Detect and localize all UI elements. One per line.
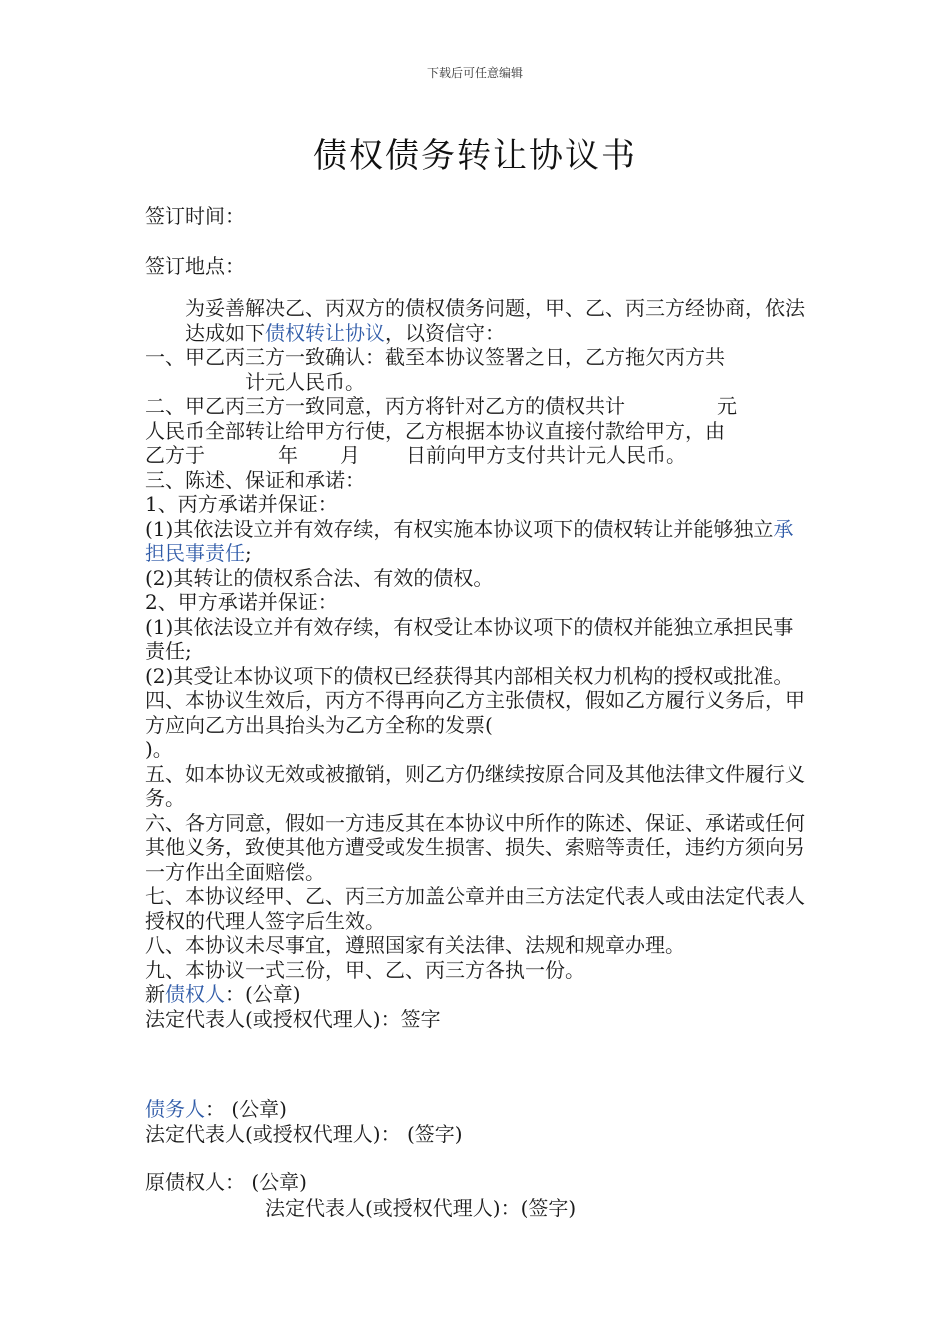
clause-1-cont: 计元人民币。 — [245, 369, 365, 394]
clause-4-cont: )。 — [145, 737, 173, 761]
clause-7: 七、本协议经甲、乙、丙三方加盖公章并由三方法定代表人或由法定代表人授权的代理人签字后生效。 — [145, 884, 805, 933]
creditor-link[interactable]: 债权人 — [165, 982, 225, 1006]
agreement-link[interactable]: 债权转让协议 — [265, 320, 385, 345]
civil-liability-link[interactable]: 承担民事责任 — [145, 516, 794, 565]
clause-2: 二、甲乙丙三方一致同意，丙方将针对乙方的债权共计 元 — [145, 394, 737, 418]
new-creditor-line: 新债权人：(公章) — [145, 982, 301, 1006]
clause-2-cont: 人民币全部转让给甲方行使，乙方根据本协议直接付款给甲方，由 — [145, 418, 725, 443]
document-title: 债权债务转让协议书 — [313, 136, 637, 176]
clause-9: 九、本协议一式三份，甲、乙、丙三方各执一份。 — [145, 957, 585, 982]
agreement-body — [145, 296, 810, 1031]
original-creditor-rep: 法定代表人(或授权代理人)：(签字) — [265, 1196, 577, 1220]
sign-place-label: 签订地点： — [145, 254, 245, 278]
original-creditor-line: 原债权人： (公章) — [145, 1170, 307, 1194]
clause-5: 五、如本协议无效或被撤销，则乙方仍继续按原合同及其他法律文件履行义务。 — [145, 761, 805, 810]
debtor-link[interactable]: 债务人 — [145, 1097, 205, 1121]
clause-3-1: 1、丙方承诺并保证： — [145, 492, 338, 516]
clause-4: 四、本协议生效后，丙方不得再向乙方主张债权，假如乙方履行义务后，甲方应向乙方出具抬头为乙方全称的发票( — [145, 688, 805, 737]
clause-3-2: 2、甲方承诺并保证： — [145, 590, 338, 614]
clause-1: 一、甲乙丙三方一致确认：截至本协议签署之日，乙方拖欠丙方共 — [145, 345, 725, 369]
clause-3-1-1: (1)其依法设立并有效存续，有权实施本协议项下的债权转让并能够独立承担民事责任; — [145, 516, 794, 565]
clause-6: 六、各方同意，假如一方违反其在本协议中所作的陈述、保证、承诺或任何其他义务，致使其他方遭受或发生损害、损失、索赔等责任，违约方须向另一方作出全面赔偿。 — [145, 810, 805, 884]
clause-8: 八、本协议未尽事宜，遵照国家有关法律、法规和规章办理。 — [145, 933, 685, 957]
intro-paragraph: 为妥善解决乙、丙双方的债权债务问题，甲、乙、丙三方经协商，依法达成如下债权转让协议，以资信守： — [185, 296, 805, 345]
debtor-line: 债务人： (公章) — [145, 1097, 287, 1121]
clause-3-1-2: (2)其转让的债权系合法、有效的债权。 — [145, 565, 494, 590]
new-creditor-rep: 法定代表人(或授权代理人)：签字 — [145, 1006, 441, 1031]
sign-time-label: 签订时间： — [145, 204, 245, 228]
clause-3: 三、陈述、保证和承诺： — [145, 467, 365, 492]
clause-3-2-1: (1)其依法设立并有效存续，有权受让本协议项下的债权并能独立承担民事责任; — [145, 614, 794, 663]
clause-3-2-2: (2)其受让本协议项下的债权已经获得其内部相关权力机构的授权或批准。 — [145, 663, 794, 688]
clause-2-date: 乙方于 年 月 日前向甲方支付共计元人民币。 — [145, 443, 686, 467]
debtor-rep: 法定代表人(或授权代理人)： (签字) — [145, 1122, 463, 1146]
page-header: 下载后可任意编辑 — [426, 66, 523, 80]
